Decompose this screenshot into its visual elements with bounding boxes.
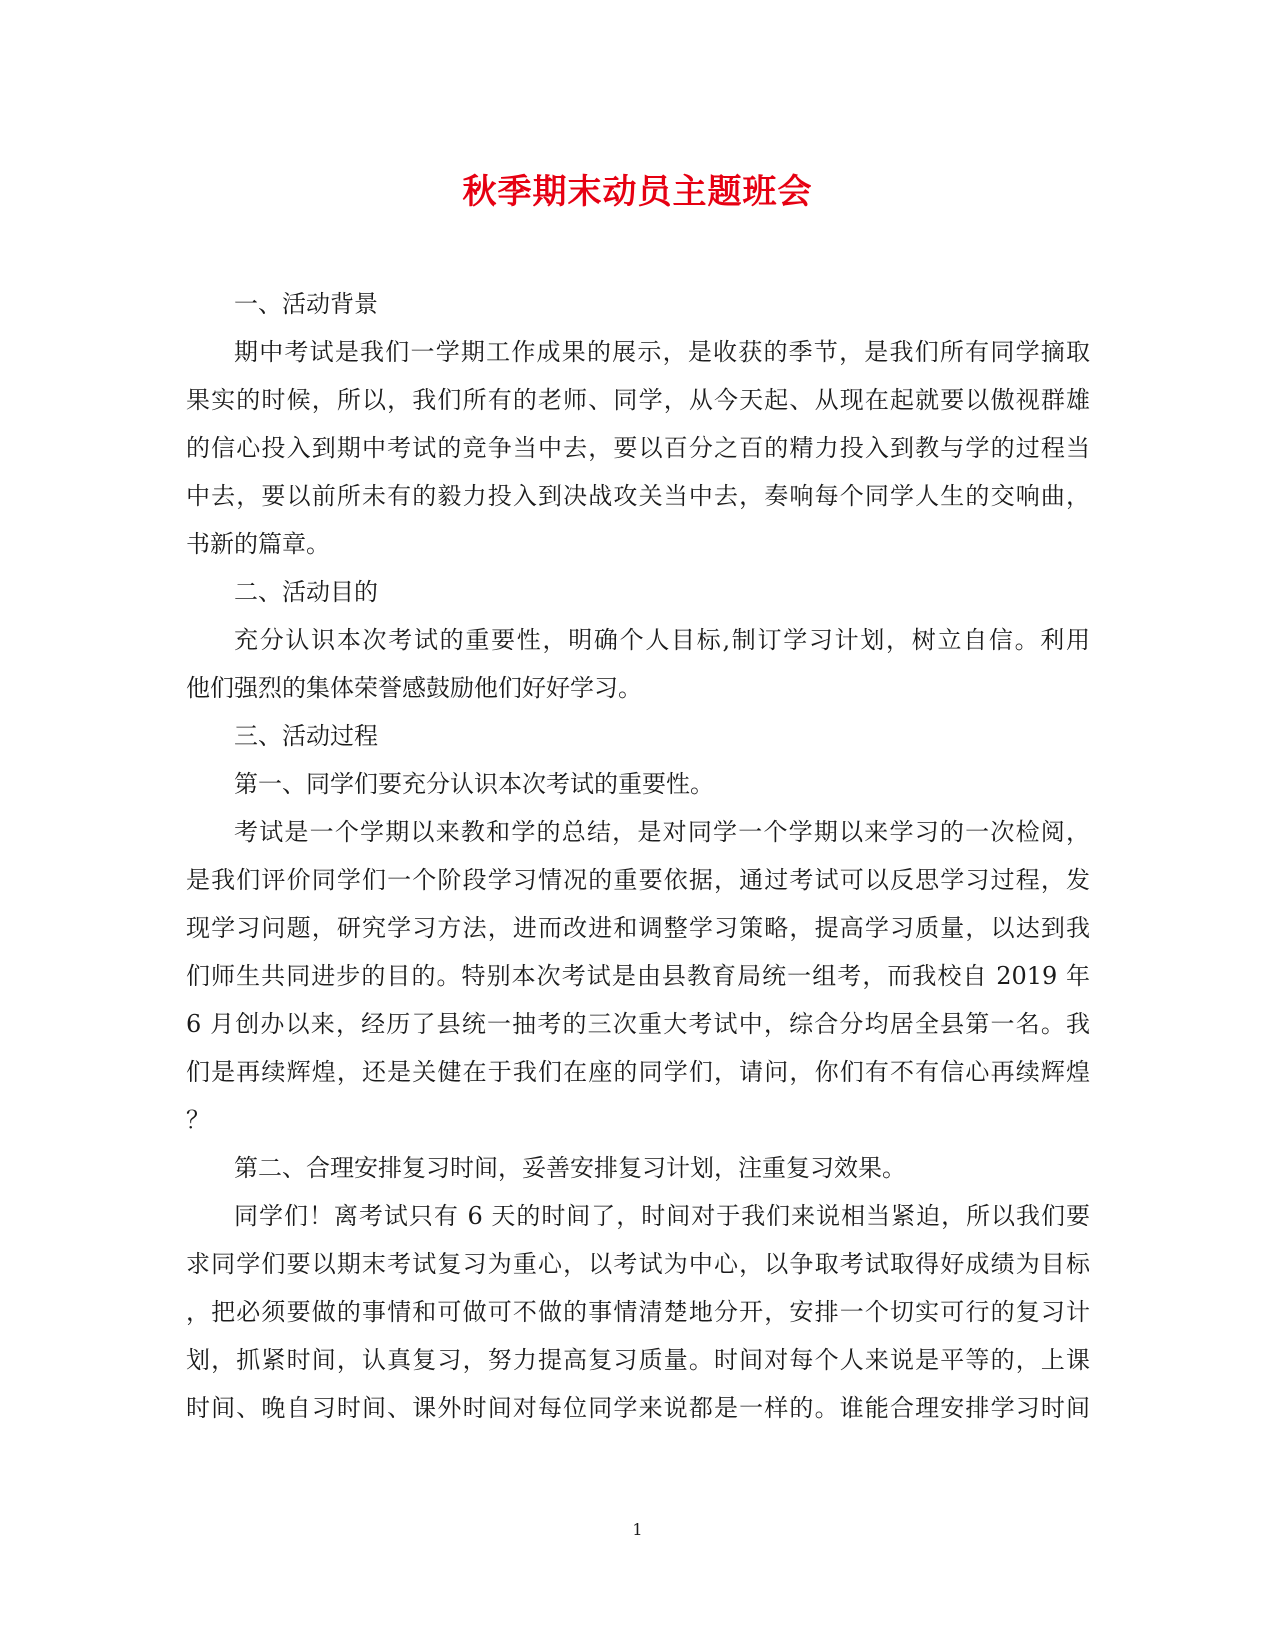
section-heading-process: 三、活动过程: [234, 722, 378, 750]
paragraph-line: 同学们！离考试只有 6 天的时间了，时间对于我们来说相当紧迫，所以我们要: [234, 1202, 1090, 1230]
document-body: [186, 280, 1090, 1432]
paragraph-line: 是我们评价同学们一个阶段学习情况的重要依据，通过考试可以反思学习过程，发: [186, 866, 1090, 894]
paragraph-line: ，把必须要做的事情和可做可不做的事情清楚地分开，安排一个切实可行的复习计: [186, 1298, 1090, 1326]
paragraph-line: 充分认识本次考试的重要性，明确个人目标,制订学习计划，树立自信。利用: [234, 626, 1090, 654]
paragraph-line: 6 月创办以来，经历了县统一抽考的三次重大考试中，综合分均居全县第一名。我: [186, 1010, 1090, 1038]
page-number: 1: [632, 1520, 643, 1539]
paragraph-line: 现学习问题，研究学习方法，进而改进和调整学习策略，提高学习质量，以达到我: [186, 914, 1090, 942]
subheading-first: 第一、同学们要充分认识本次考试的重要性。: [234, 770, 714, 798]
paragraph-line: 时间、晚自习时间、课外时间对每位同学来说都是一样的。谁能合理安排学习时间: [186, 1394, 1090, 1422]
paragraph-line: 划，抓紧时间，认真复习，努力提高复习质量。时间对每个人来说是平等的，上课: [186, 1346, 1090, 1374]
paragraph-line: 他们强烈的集体荣誉感鼓励他们好好学习。: [186, 674, 642, 702]
section-heading-purpose: 二、活动目的: [234, 578, 378, 606]
paragraph-line: 中去，要以前所未有的毅力投入到决战攻关当中去，奏响每个同学人生的交响曲，: [186, 482, 1090, 510]
subheading-second: 第二、合理安排复习时间，妥善安排复习计划，注重复习效果。: [234, 1154, 906, 1182]
paragraph-line: 们是再续辉煌，还是关健在于我们在座的同学们，请问，你们有不有信心再续辉煌: [186, 1058, 1090, 1086]
paragraph-line: 求同学们要以期末考试复习为重心，以考试为中心，以争取考试取得好成绩为目标: [186, 1250, 1090, 1278]
paragraph-line: 书新的篇章。: [186, 530, 330, 558]
paragraph-line: 期中考试是我们一学期工作成果的展示，是收获的季节，是我们所有同学摘取: [234, 338, 1090, 366]
paragraph-line: 们师生共同进步的目的。特别本次考试是由县教育局统一组考，而我校自 2019 年: [186, 962, 1090, 990]
paragraph-line: ？: [186, 1106, 210, 1134]
paragraph-line: 果实的时候，所以，我们所有的老师、同学，从今天起、从现在起就要以傲视群雄: [186, 386, 1090, 414]
paragraph-line: 考试是一个学期以来教和学的总结，是对同学一个学期以来学习的一次检阅，: [234, 818, 1090, 846]
page-title: 秋季期末动员主题班会: [462, 172, 813, 212]
paragraph-line: 的信心投入到期中考试的竞争当中去，要以百分之百的精力投入到教与学的过程当: [186, 434, 1090, 462]
section-heading-background: 一、活动背景: [234, 290, 378, 318]
